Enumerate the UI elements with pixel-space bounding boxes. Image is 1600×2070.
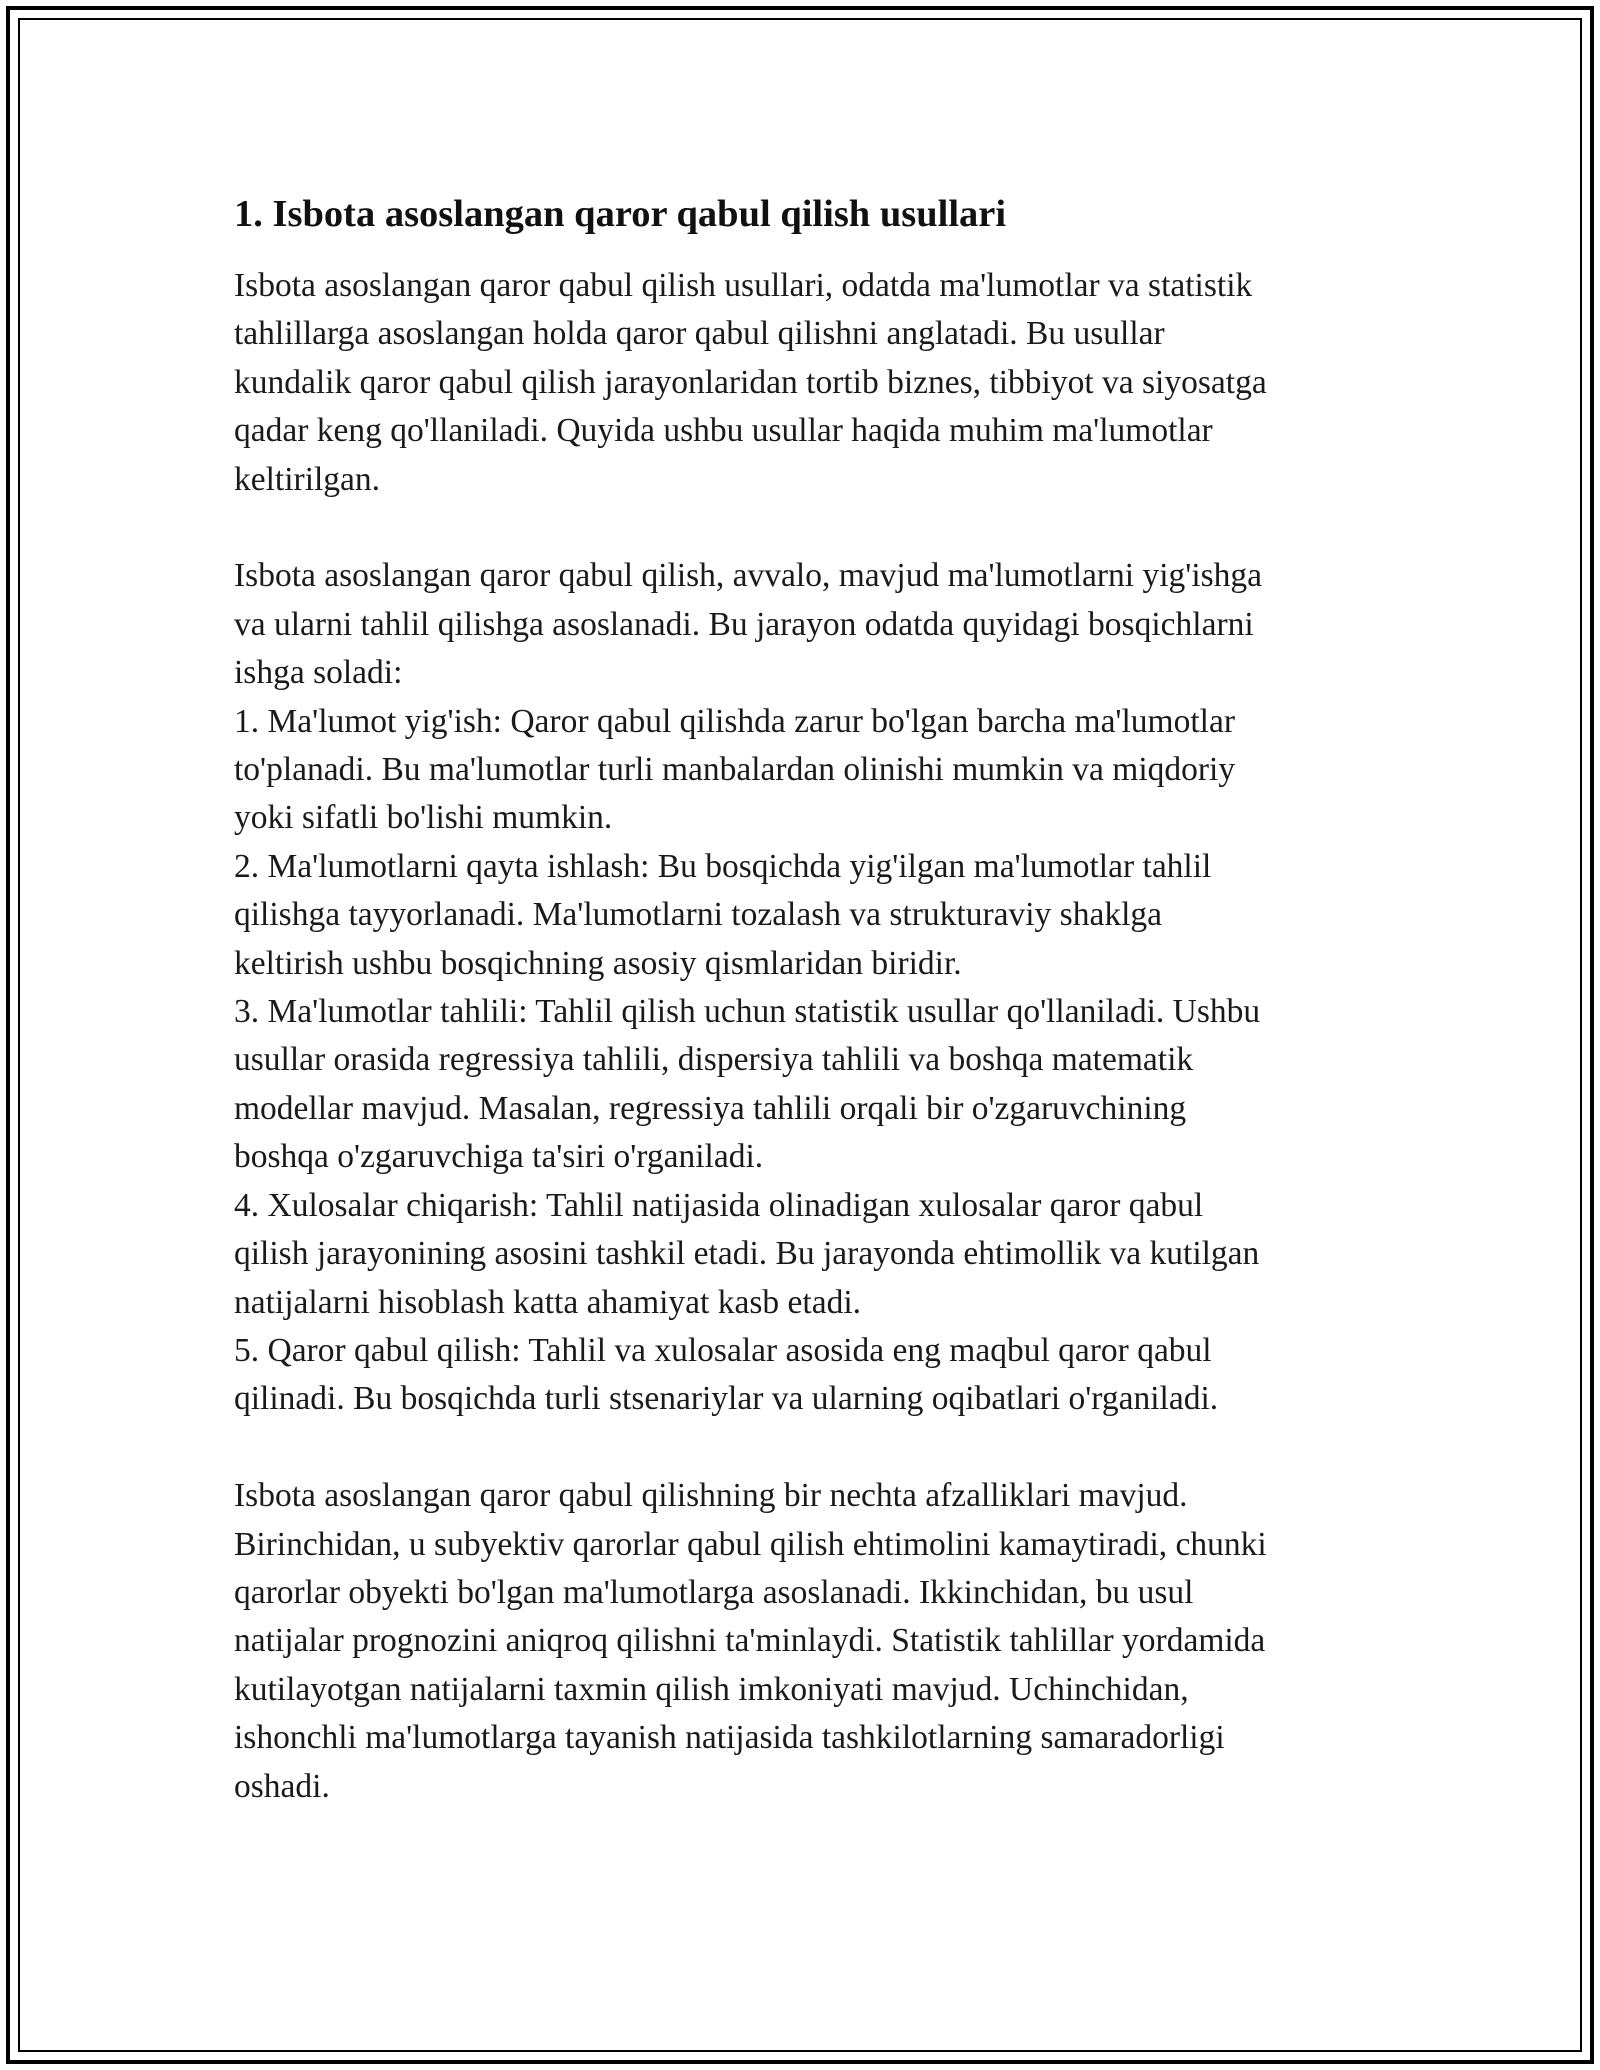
paragraph-spacer [234,1424,1384,1472]
steps-paragraph: Isbota asoslangan qaror qabul qilish, avvalo, mavjud ma'lumotlarni yig'ishga va ularni tahlil qilishga asoslanadi. Bu jarayon odatda quyidagi bosqichlarni ishga soladi: 1. Ma'lumot yig'ish: Qaror qabul qilishda zarur bo'lgan barcha ma'lumotlar to'planadi. Bu ma'lumotlar turli manbalardan olinishi mumkin va miqdoriy yoki sifatli bo'lishi mumkin. 2. Ma'lumotlarni qayta ishlash: Bu bosqichda yig'ilgan ma'lumotlar tahlil qilishga tayyorlanadi. Ma'lumotlarni tozalash va strukturaviy shaklga keltirish ushbu bosqichning asosiy qismlaridan biridir. 3. Ma'lumotlar tahlili: Tahlil qilish uchun statistik usullar qo'llaniladi. Ushbu usullar orasida regressiya tahlili, dispersiya tahlili va boshqa matematik modellar mavjud. Masalan, regressiya tahlili orqali bir o'zgaruvchining boshqa o'zgaruvchiga ta'siri o'rganiladi. 4. Xulosalar chiqarish: Tahlil natijasida olinadigan xulosalar qaror qabul qilish jarayonining asosini tashkil etadi. Bu jarayonda ehtimollik va kutilgan natijalarni hisoblash katta ahamiyat kasb etadi. 5. Qaror qabul qilish: Tahlil va xulosalar asosida eng maqbul qaror qabul qilinadi. Bu bosqichda turli stsenariylar va ularning oqibatlari o'rganiladi. [234,557,1263,1418]
document-body [234,188,1384,1811]
section-heading: 1. Isbota asoslangan qaror qabul qilish usullari [234,193,1007,235]
intro-paragraph: Isbota asoslangan qaror qabul qilish usullari, odatda ma'lumotlar va statistik tahlillarga asoslangan holda qaror qabul qilishni anglatadi. Bu usullar kundalik qaror qabul qilish jarayonlaridan tortib biznes, tibbiyot va siyosatga qadar keng qo'llaniladi. Quyida ushbu usullar haqida muhim ma'lumotlar keltirilgan. [234,267,1267,498]
advantages-paragraph: Isbota asoslangan qaror qabul qilishning bir nechta afzalliklari mavjud. Birinchidan, u subyektiv qarorlar qabul qilish ehtimolini kamaytiradi, chunki qarorlar obyekti bo'lgan ma'lumotlarga asoslanadi. Ikkinchidan, bu usul natijalar prognozini aniqroq qilishni ta'minlaydi. Statistik tahlillar yordamida kutilayotgan natijalarni taxmin qilish imkoniyati mavjud. Uchinchidan, ishonchli ma'lumotlarga tayanish natijasida tashkilotlarning samaradorligi oshadi. [234,1477,1267,1805]
paragraph-spacer [234,504,1384,552]
